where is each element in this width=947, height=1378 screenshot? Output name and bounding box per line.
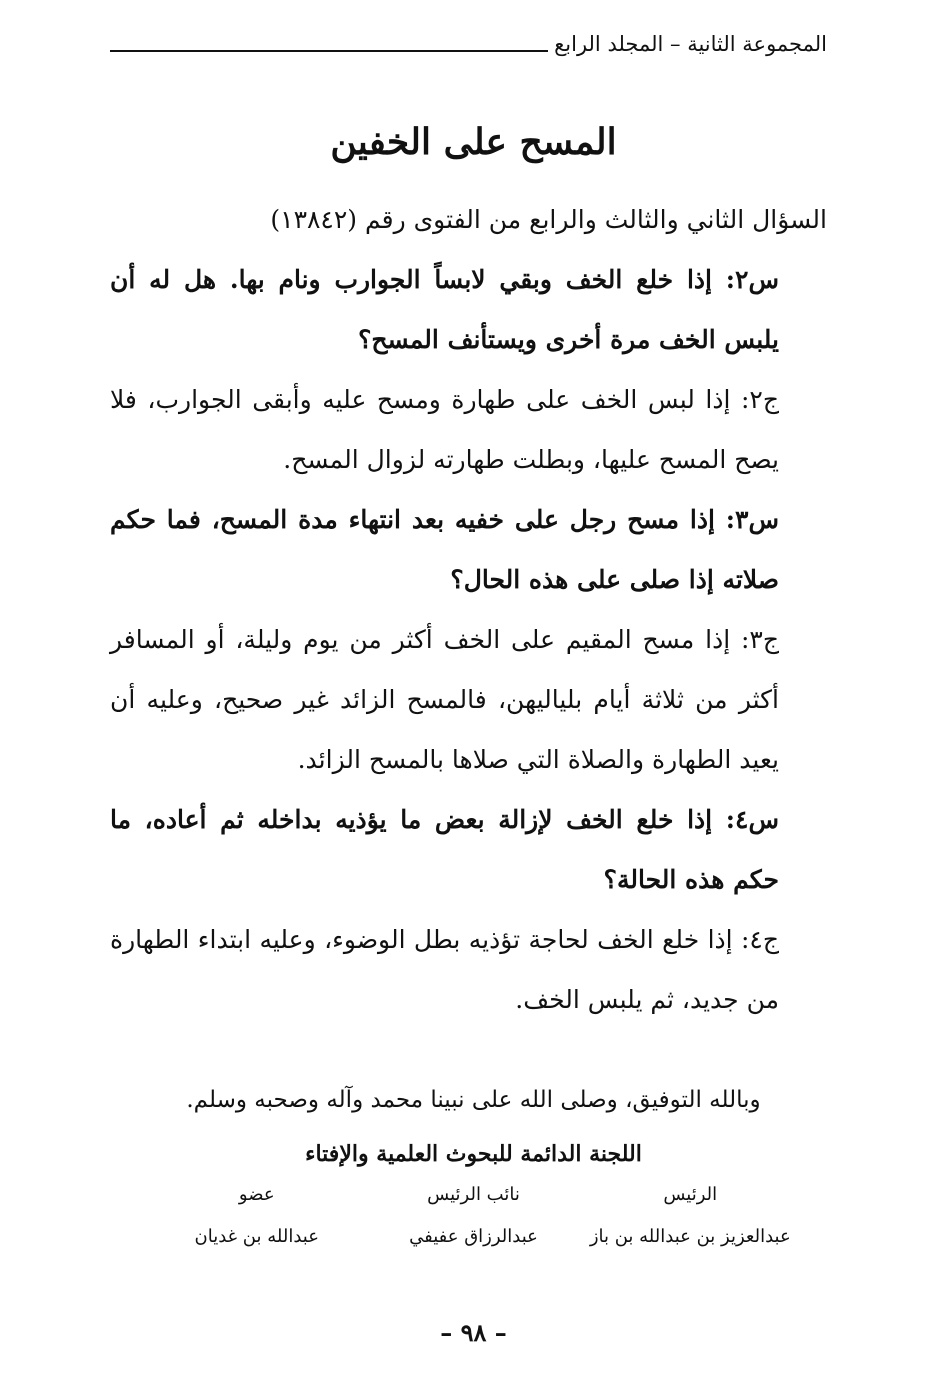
signatory-roles xyxy=(150,1184,797,1205)
page-title: المسح على الخفين xyxy=(330,121,617,163)
question-3: س٣: إذا مسح رجل على خفيه بعد انتهاء مدة المسح، فما حكم صلاته إذا صلى على هذه الحال؟ xyxy=(110,505,779,594)
fatwa-body xyxy=(110,190,827,1030)
question-4: س٤: إذا خلع الخف لإزالة بعض ما يؤذيه بداخله ثم أعاده، ما حكم هذه الحالة؟ xyxy=(110,805,779,894)
header-rule xyxy=(110,50,548,52)
role-vice-president: نائب الرئيس xyxy=(427,1184,520,1205)
page-number: – ٩٨ – xyxy=(440,1318,507,1347)
answer-3: ج٣: إذا مسح المقيم على الخف أكثر من يوم وليلة، أو المسافر أكثر من ثلاثة أيام بلياليهن، فالمسح الزائد غير صحيح، وعليه أن يعيد الطهارة والصلاة التي صلاها بالمسح الزائد. xyxy=(110,625,779,774)
answer-4: ج٤: إذا خلع الخف لحاجة تؤذيه بطل الوضوء، وعليه ابتداء الطهارة من جديد، ثم يلبس الخف. xyxy=(110,925,779,1014)
role-member: عضو xyxy=(238,1184,275,1205)
signatory-names xyxy=(150,1226,797,1247)
closing-prayer: وبالله التوفيق، وصلى الله على نبينا محمد وآله وصحبه وسلم. xyxy=(186,1087,761,1113)
running-header xyxy=(110,24,827,58)
name-vice-president: عبدالرزاق عفيفي xyxy=(409,1226,538,1247)
fatwa-intro: السؤال الثاني والثالث والرابع من الفتوى رقم (١٣٨٤٢) xyxy=(270,205,827,234)
running-header-title: المجموعة الثانية – المجلد الرابع xyxy=(554,32,827,56)
role-president: الرئيس xyxy=(663,1184,718,1205)
committee-name: اللجنة الدائمة للبحوث العلمية والإفتاء xyxy=(305,1141,642,1167)
name-member: عبدالله بن غديان xyxy=(194,1226,319,1247)
question-2: س٢: إذا خلع الخف وبقي لابساً الجوارب ونام بها. هل له أن يلبس الخف مرة أخرى ويستأنف المسح؟ xyxy=(110,265,779,354)
name-president: عبدالعزيز بن عبدالله بن باز xyxy=(589,1226,791,1247)
answer-2: ج٢: إذا لبس الخف على طهارة ومسح عليه وأبقى الجوارب، فلا يصح المسح عليها، وبطلت طهارته لزوال المسح. xyxy=(110,385,779,474)
